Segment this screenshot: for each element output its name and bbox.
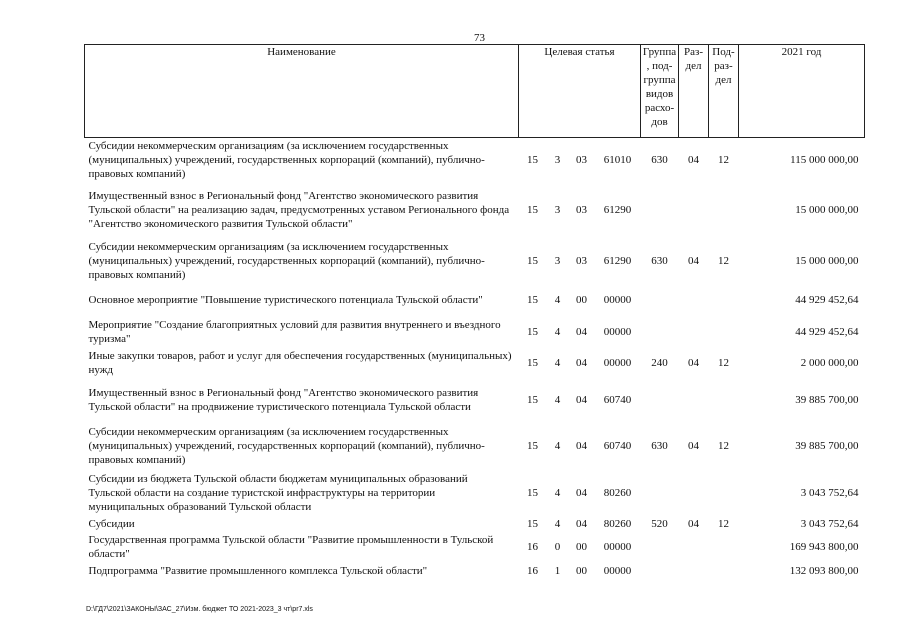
row-name: Основное мероприятие "Повышение туристического потенциала Тульской области" [88,293,483,306]
row-amount-2021: 115 000 000,00 [790,153,859,166]
row-expense-group [641,182,679,238]
row-subprogram-code: 3 [554,203,561,216]
header-target-article: Целевая статья [519,45,641,138]
row-section: 04 [688,356,699,369]
header-name: Наименование [85,45,519,138]
row-expense-group [641,284,679,316]
row-subsection [709,470,739,516]
row-expense-group: 630 [651,153,668,166]
row-direction-code: 61290 [603,203,632,216]
row-event-code: 03 [576,153,587,166]
row-program-code: 15 [527,356,538,369]
row-program-code: 15 [527,203,538,216]
row-section [679,532,709,562]
row-subsection: 12 [718,153,729,166]
row-subsection: 12 [718,356,729,369]
row-name: Государственная программа Тульской области "Развитие промышленности в Тульской области" [88,533,494,560]
row-name: Имущественный взнос в Региональный фонд "Агентство экономического развития Тульской области" на реализацию задач, предусмотренных уставом Регионального фонда "Агентство экономического развития Тульской области" [88,189,510,230]
row-subsection [709,532,739,562]
row-expense-group [641,562,679,580]
row-event-code: 00 [576,540,587,553]
table-row [85,562,865,580]
row-section: 04 [688,517,699,530]
row-direction-code: 00000 [603,325,632,338]
row-event-code: 00 [576,564,587,577]
row-direction-code: 80260 [603,486,632,499]
table-row [85,516,865,532]
row-program-code: 15 [527,439,538,452]
row-program-code: 15 [527,254,538,267]
file-path-footer: D:\ГД7\2021\ЗАКОНЫ\ЗАС_27\Изм. бюджет ТО 2021-2023_3 чт\pr7.xls [86,606,313,613]
row-program-code: 15 [527,153,538,166]
table-row [85,470,865,516]
row-section: 04 [688,153,699,166]
row-subsection: 12 [718,517,729,530]
row-subsection [709,316,739,348]
table-row [85,138,865,182]
table-header-row [85,45,865,138]
row-section: 04 [688,254,699,267]
row-name: Мероприятие "Создание благоприятных условий для развития внутреннего и въездного туризма" [88,318,501,345]
row-name: Иные закупки товаров, работ и услуг для обеспечения государственных (муниципальных) нужд [88,349,512,376]
row-direction-code: 61290 [603,254,632,267]
row-subprogram-code: 3 [554,254,561,267]
header-section: Раз-дел [679,45,709,138]
header-group: Группа, под-группа видов расхо-дов [641,45,679,138]
row-amount-2021: 44 929 452,64 [795,325,859,338]
row-direction-code: 80260 [603,517,632,530]
row-expense-group: 240 [651,356,668,369]
row-event-code: 04 [576,486,587,499]
row-name: Субсидии [88,517,135,530]
budget-table [84,44,865,580]
row-section [679,378,709,422]
row-subprogram-code: 4 [554,356,561,369]
row-program-code: 16 [527,540,538,553]
row-program-code: 15 [527,486,538,499]
row-event-code: 04 [576,325,587,338]
row-program-code: 15 [527,293,538,306]
row-direction-code: 00000 [603,540,632,553]
row-event-code: 00 [576,293,587,306]
row-direction-code: 60740 [603,439,632,452]
row-direction-code: 00000 [603,293,632,306]
row-direction-code: 00000 [603,356,632,369]
row-program-code: 15 [527,393,538,406]
row-program-code: 15 [527,517,538,530]
row-expense-group [641,378,679,422]
row-subsection: 12 [718,439,729,452]
header-subsection: Под-раз-дел [709,45,739,138]
row-expense-group [641,470,679,516]
row-amount-2021: 3 043 752,64 [800,517,859,530]
table-row [85,316,865,348]
row-event-code: 04 [576,517,587,530]
table-row [85,422,865,470]
row-event-code: 04 [576,393,587,406]
row-program-code: 16 [527,564,538,577]
row-subprogram-code: 4 [554,325,561,338]
row-amount-2021: 44 929 452,64 [795,293,859,306]
row-amount-2021: 39 885 700,00 [795,439,859,452]
page-number: 73 [474,32,485,44]
row-expense-group [641,316,679,348]
row-subsection [709,562,739,580]
row-amount-2021: 2 000 000,00 [800,356,859,369]
row-amount-2021: 132 093 800,00 [789,564,859,577]
row-name: Субсидии некоммерческим организациям (за исключением государственных (муниципальных) учреждений, государственных корпораций (компаний), публично-правовых компаний) [88,425,485,466]
row-event-code: 04 [576,356,587,369]
row-amount-2021: 15 000 000,00 [795,254,859,267]
row-section [679,470,709,516]
table-row [85,238,865,284]
row-event-code: 04 [576,439,587,452]
header-year: 2021 год [739,45,865,138]
row-section [679,316,709,348]
row-name: Имущественный взнос в Региональный фонд "Агентство экономического развития Тульской области" на продвижение туристического потенциала Тульской области [88,386,479,413]
row-subprogram-code: 1 [554,564,561,577]
row-subsection [709,284,739,316]
row-subsection: 12 [718,254,729,267]
row-direction-code: 61010 [603,153,632,166]
row-direction-code: 00000 [603,564,632,577]
row-section [679,284,709,316]
row-subprogram-code: 4 [554,393,561,406]
row-subprogram-code: 3 [554,153,561,166]
row-section: 04 [688,439,699,452]
row-subprogram-code: 0 [554,540,561,553]
row-expense-group [641,532,679,562]
row-amount-2021: 39 885 700,00 [795,393,859,406]
row-subprogram-code: 4 [554,439,561,452]
row-name: Подпрограмма "Развитие промышленного комплекса Тульской области" [88,564,428,577]
row-event-code: 03 [576,203,587,216]
row-amount-2021: 3 043 752,64 [800,486,859,499]
table-row [85,182,865,238]
row-amount-2021: 15 000 000,00 [795,203,859,216]
row-subprogram-code: 4 [554,486,561,499]
table-row [85,378,865,422]
row-program-code: 15 [527,325,538,338]
row-section [679,562,709,580]
table-row [85,284,865,316]
row-expense-group: 520 [651,517,668,530]
row-section [679,182,709,238]
row-direction-code: 60740 [603,393,632,406]
table-row [85,348,865,378]
row-expense-group: 630 [651,439,668,452]
row-subsection [709,182,739,238]
row-name: Субсидии из бюджета Тульской области бюджетам муниципальных образований Тульской области на создание туристской инфраструктуры на территории муниципальных образований Тульской области [88,472,468,513]
table-row [85,532,865,562]
row-amount-2021: 169 943 800,00 [789,540,859,553]
row-name: Субсидии некоммерческим организациям (за исключением государственных (муниципальных) учреждений, государственных корпораций (компаний), публично-правовых компаний) [88,139,485,180]
row-subsection [709,378,739,422]
row-expense-group: 630 [651,254,668,267]
row-subprogram-code: 4 [554,293,561,306]
row-event-code: 03 [576,254,587,267]
row-name: Субсидии некоммерческим организациям (за исключением государственных (муниципальных) учреждений, государственных корпораций (компаний), публично-правовых компаний) [88,240,485,281]
row-subprogram-code: 4 [554,517,561,530]
